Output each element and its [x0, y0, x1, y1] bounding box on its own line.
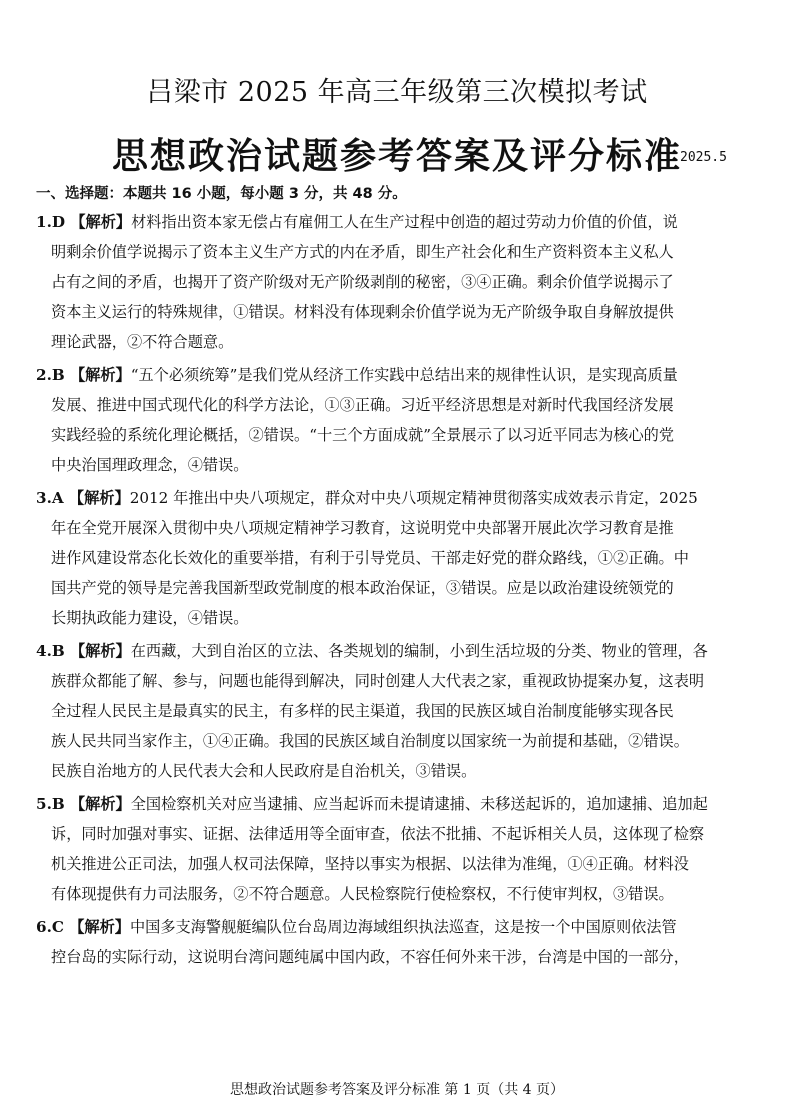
answer-text: 民族自治地方的人民代表大会和人民政府是自治机关，③错误。	[51, 762, 477, 780]
answer-line	[36, 849, 758, 879]
exam-date: 2025.5	[680, 150, 727, 165]
answer-text: 2012 年推出中央八项规定，群众对中央八项规定精神贯彻落实成效表示肯定，2025	[129, 489, 698, 507]
answer-line	[36, 237, 758, 267]
exam-title: 吕梁市 2025 年高三年级第三次模拟考试	[146, 77, 648, 108]
answer-prefix: 4.B 【解析】	[36, 642, 131, 660]
question-list	[36, 207, 758, 975]
answer-prefix: 5.B 【解析】	[36, 795, 131, 813]
answer-line	[36, 636, 758, 666]
answer-text: 明剩余价值学说揭示了资本主义生产方式的内在矛盾，即生产社会化和生产资料资本主义私人	[51, 243, 674, 261]
answer-prefix: 1.D 【解析】	[36, 213, 132, 231]
answer-line	[36, 756, 758, 786]
answer-text: 国共产党的领导是完善我国新型政党制度的根本政治保证，③错误。应是以政治建设统领党的	[51, 579, 674, 597]
answer-text: 族人民共同当家作主，①④正确。我国的民族区域自治制度以国家统一为前提和基础，②错误。	[51, 732, 689, 750]
answer-line	[36, 666, 758, 696]
answer-text: 中国多支海警舰艇编队位台岛周边海域组织执法巡查，这是按一个中国原则依法管	[129, 918, 677, 936]
answer-text: 理论武器，②不符合题意。	[51, 333, 234, 351]
answer-line	[36, 879, 758, 909]
answer-text: 诉，同时加强对事实、证据、法律适用等全面审查，依法不批捕、不起诉相关人员，这体现了检察	[51, 825, 705, 843]
answer-line	[36, 267, 758, 297]
answer-item	[36, 636, 758, 786]
answer-text: 族群众都能了解、参与，问题也能得到解决，同时创建人大代表之家，重视政协提案办复，这表明	[51, 672, 705, 690]
answer-text: “五个必须统筹”是我们党从经济工作实践中总结出来的规律性认识，是实现高质量	[130, 366, 678, 384]
answer-text: 长期执政能力建设，④错误。	[51, 609, 249, 627]
answer-line	[36, 573, 758, 603]
answer-line	[36, 726, 758, 756]
section-heading: 一、选择题：本题共 16 小题，每小题 3 分，共 48 分。	[36, 186, 407, 202]
answer-line	[36, 513, 758, 543]
answer-text: 机关推进公正司法，加强人权司法保障，坚持以事实为根据、以法律为准绳，①④正确。材料没	[51, 855, 689, 873]
answer-item	[36, 789, 758, 909]
answer-line	[36, 942, 758, 972]
answer-text: 全国检察机关对应当逮捕、应当起诉而未提请逮捕、未移送起诉的，追加逮捕、追加起	[130, 795, 708, 813]
answer-line	[36, 360, 758, 390]
answer-text: 发展、推进中国式现代化的科学方法论，①③正确。习近平经济思想是对新时代我国经济发展	[51, 396, 674, 414]
answer-line	[36, 912, 758, 942]
answer-prefix: 3.A 【解析】	[36, 489, 130, 507]
answer-line	[36, 450, 758, 480]
answer-line	[36, 420, 758, 450]
answer-text: 进作风建设常态化长效化的重要举措，有利于引导党员、干部走好党的群众路线，①②正确。中	[51, 549, 689, 567]
answer-item	[36, 912, 758, 972]
answer-line	[36, 819, 758, 849]
subject-title: 思想政治试题参考答案及评分标准	[111, 136, 682, 177]
answer-text: 中央治国理政理念，④错误。	[51, 456, 249, 474]
answer-line	[36, 327, 758, 357]
answer-item	[36, 483, 758, 633]
answer-text: 全过程人民民主是最真实的民主，有多样的民主渠道，我国的民族区域自治制度能够实现各民	[51, 702, 674, 720]
answer-line	[36, 483, 758, 513]
answer-text: 实践经验的系统化理论概括，②错误。“十三个方面成就”全景展示了以习近平同志为核心的党	[51, 426, 675, 444]
answer-text: 控台岛的实际行动，这说明台湾问题纯属中国内政，不容任何外来干涉，台湾是中国的一部分，	[51, 948, 689, 966]
answer-line	[36, 696, 758, 726]
answer-line	[36, 207, 758, 237]
answer-item	[36, 207, 758, 357]
answer-prefix: 2.B 【解析】	[36, 366, 131, 384]
answer-item	[36, 360, 758, 480]
page-footer: 思想政治试题参考答案及评分标准 第 1 页（共 4 页）	[229, 1082, 565, 1098]
answer-text: 材料指出资本家无偿占有雇佣工人在生产过程中创造的超过劳动力价值的价值，说	[131, 213, 678, 231]
answer-prefix: 6.C 【解析】	[36, 918, 130, 936]
answer-text: 占有之间的矛盾，也揭开了资产阶级对无产阶级剥削的秘密，③④正确。剩余价值学说揭示了	[51, 273, 674, 291]
answer-line	[36, 603, 758, 633]
answer-line	[36, 297, 758, 327]
answer-text: 年在全党开展深入贯彻中央八项规定精神学习教育，这说明党中央部署开展此次学习教育是推	[51, 519, 674, 537]
answer-text: 在西藏，大到自治区的立法、各类规划的编制，小到生活垃圾的分类、物业的管理，各	[130, 642, 708, 660]
answer-line	[36, 390, 758, 420]
answer-line	[36, 789, 758, 819]
answer-text: 资本主义运行的特殊规律，①错误。材料没有体现剩余价值学说为无产阶级争取自身解放提供	[51, 303, 674, 321]
answer-line	[36, 543, 758, 573]
answer-text: 有体现提供有力司法服务，②不符合题意。人民检察院行使检察权，不行使审判权，③错误。	[51, 885, 674, 903]
